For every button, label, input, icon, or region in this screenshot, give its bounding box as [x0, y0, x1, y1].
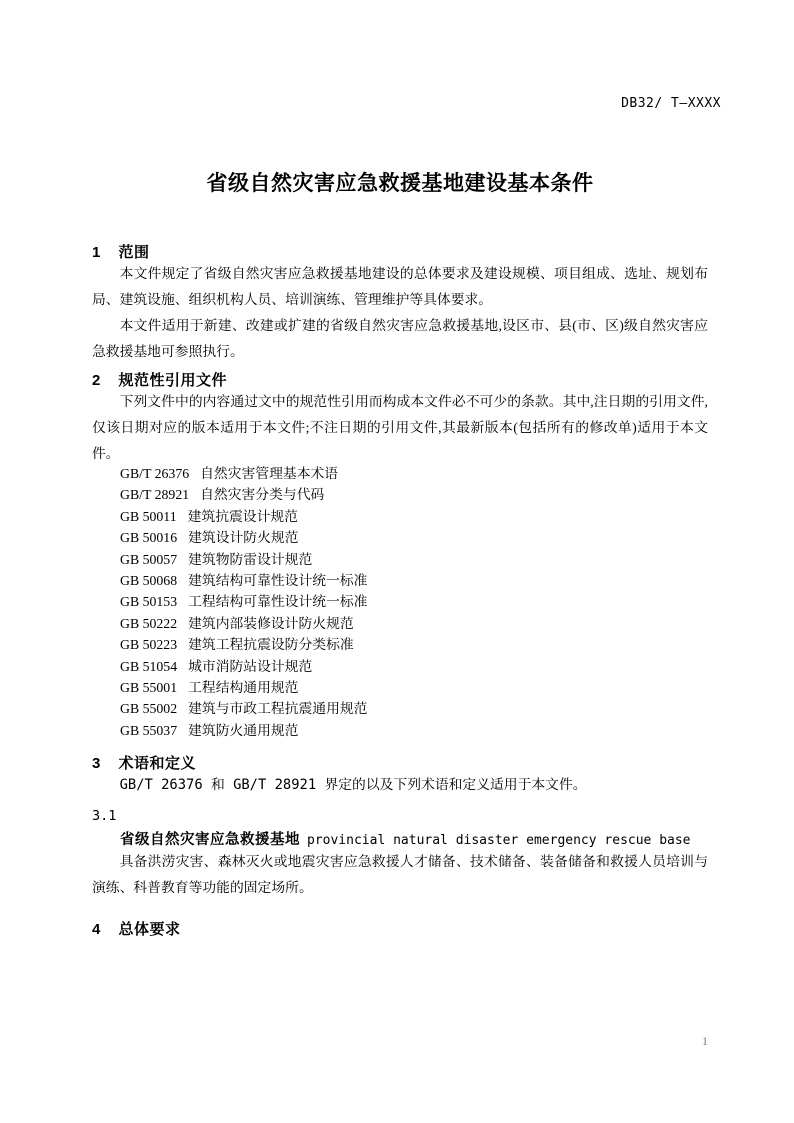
reference-item [120, 656, 708, 677]
reference-title: 自然灾害分类与代码 [200, 487, 325, 503]
term-chinese: 省级自然灾害应急救援基地 [120, 832, 300, 849]
reference-code: GB 50153 [120, 594, 178, 610]
reference-title: 工程结构通用规范 [188, 680, 299, 696]
page-number: 1 [702, 1034, 708, 1048]
reference-item [120, 506, 708, 527]
reference-item [120, 570, 708, 591]
reference-item [120, 613, 708, 634]
section-number: 4 [92, 921, 101, 939]
reference-title: 自然灾害管理基本术语 [200, 466, 339, 481]
term-entry [92, 831, 708, 849]
reference-title: 建筑结构可靠性设计统一标准 [188, 573, 368, 589]
term-number: 3.1 [92, 808, 117, 825]
paragraph-term-definition: 具备洪涝灾害、森林灭火或地震灾害应急救援人才储备、技术储备、装备储备和救援人员培训与演练、科普教育等功能的固定场所。 [92, 854, 708, 896]
reference-item [120, 484, 708, 505]
reference-item [120, 698, 708, 719]
term-english: provincial natural disaster emergency rescue base [307, 833, 691, 849]
paragraph-scope-1: 本文件规定了省级自然灾害应急救援基地建设的总体要求及建设规模、项目组成、选址、规划布局、建筑设施、组织机构人员、培训演练、管理维护等具体要求。 [92, 266, 708, 307]
paragraph-normative-intro: 下列文件中的内容通过文中的规范性引用而构成本文件必不可少的条款。其中,注日期的引用文件,仅该日期对应的版本适用于本文件;不注日期的引用文件,其最新版本(包括所有的修改单)适用于本文件。 [92, 394, 708, 461]
reference-code: GB 50223 [120, 637, 178, 653]
reference-item [120, 549, 708, 570]
reference-title: 建筑防火通用规范 [188, 722, 299, 738]
reference-item [120, 634, 708, 655]
reference-code: GB 51054 [120, 658, 178, 674]
reference-code: GB 50068 [120, 573, 178, 589]
section-title: 规范性引用文件 [118, 372, 228, 389]
section-heading-normative-references [92, 372, 708, 389]
reference-code: GB 50057 [120, 551, 178, 567]
section-number: 2 [92, 372, 101, 389]
reference-list [92, 463, 708, 741]
reference-title: 建筑抗震设计规范 [187, 508, 298, 524]
reference-code: GB 50016 [120, 530, 178, 546]
paragraph-terms-intro: GB/T 26376 和 GB/T 28921 界定的以及下列术语和定义适用于本文件。 [119, 777, 587, 794]
section-heading-terms [92, 755, 708, 772]
section-title: 术语和定义 [118, 755, 197, 773]
reference-title: 城市消防站设计规范 [188, 658, 313, 674]
reference-code: GB 55037 [120, 722, 178, 738]
section-title: 范围 [118, 244, 150, 261]
section-title: 总体要求 [118, 921, 181, 939]
reference-title: 建筑物防雷设计规范 [188, 551, 313, 567]
doc-code: DB32/ T—XXXX [621, 96, 721, 111]
reference-title: 建筑设计防火规范 [188, 530, 299, 546]
reference-item [120, 591, 708, 612]
reference-code: GB 50222 [120, 615, 178, 631]
reference-item [120, 463, 708, 484]
section-number: 1 [92, 244, 101, 261]
section-heading-general-requirements [92, 921, 708, 938]
section-number: 3 [92, 755, 101, 773]
reference-code: GB 55002 [120, 701, 178, 717]
reference-item [120, 720, 708, 741]
reference-title: 建筑与市政工程抗震通用规范 [188, 701, 368, 717]
reference-item [120, 527, 708, 548]
reference-title: 建筑内部装修设计防火规范 [188, 615, 354, 631]
reference-code: GB/T 28921 [120, 487, 190, 503]
paragraph-scope-2: 本文件适用于新建、改建或扩建的省级自然灾害应急救援基地,设区市、县(市、区)级自然灾害应急救援基地可参照执行。 [92, 318, 708, 359]
reference-code: GB 55001 [120, 680, 178, 696]
reference-title: 建筑工程抗震设防分类标准 [188, 637, 354, 653]
reference-code: GB 50011 [120, 508, 177, 524]
document-title: 省级自然灾害应急救援基地建设基本条件 [206, 172, 594, 195]
reference-item [120, 677, 708, 698]
section-heading-scope [92, 244, 708, 261]
reference-code: GB/T 26376 [120, 466, 190, 481]
reference-title: 工程结构可靠性设计统一标准 [188, 594, 368, 610]
